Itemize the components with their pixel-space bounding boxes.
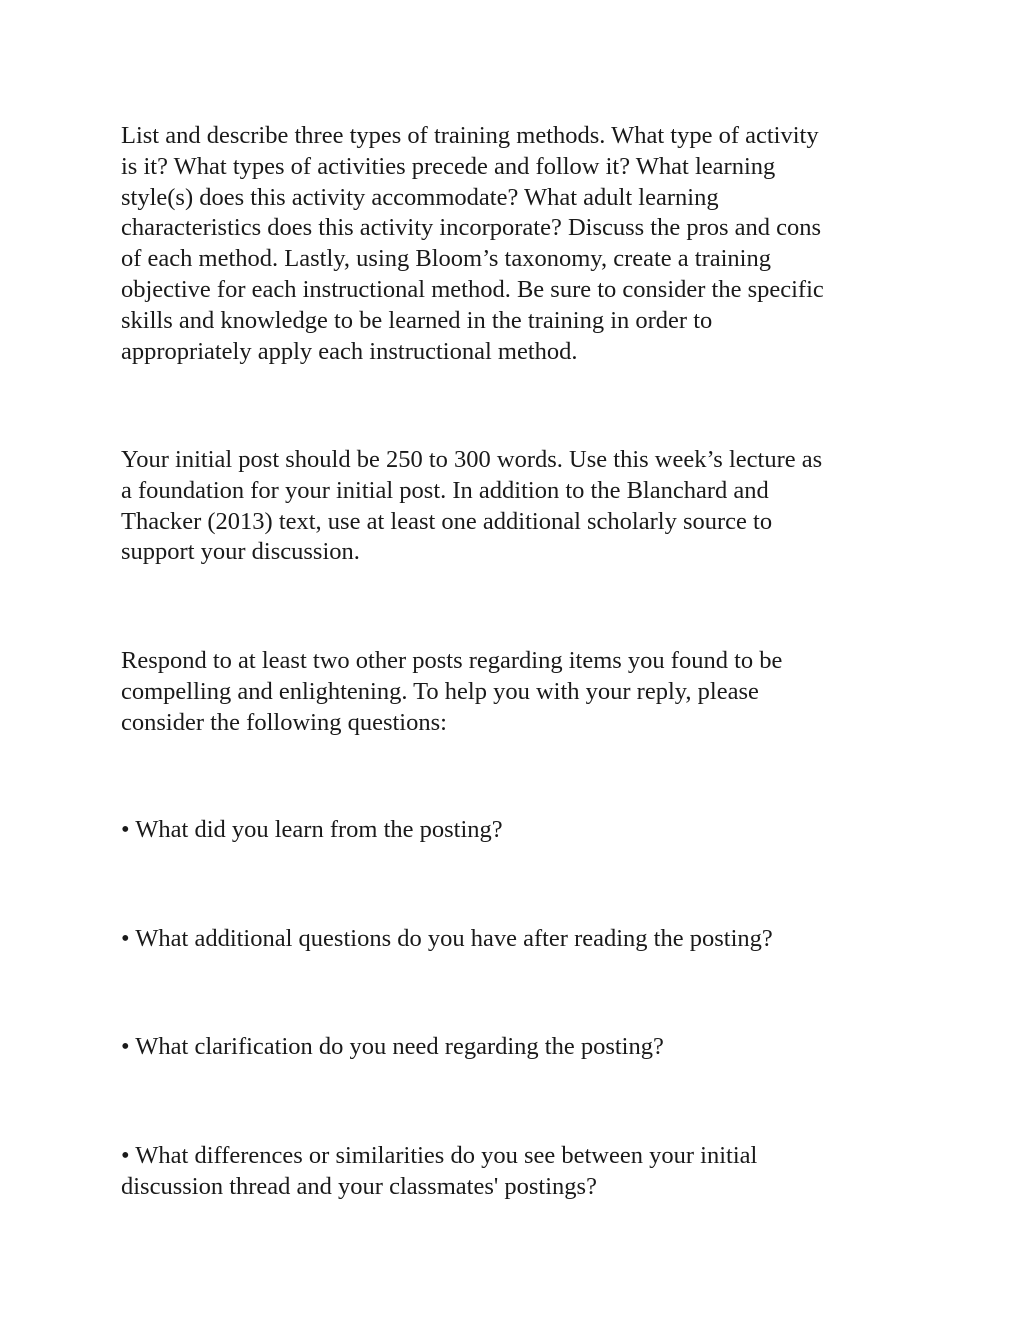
question-bullet-item: • What did you learn from the posting?: [121, 816, 503, 843]
initial-post-requirements-paragraph: Your initial post should be 250 to 300 words. Use this week’s lecture as a foundation for your initial post. In addition to the Blanchard and Thacker (2013) text, use at least one additional scholarly source to support your discussion.: [121, 446, 823, 566]
question-bullet-item: • What clarification do you need regarding the posting?: [121, 1033, 664, 1060]
response-instructions-paragraph: Respond to at least two other posts regarding items you found to be compelling and enlightening. To help you with your reply, please consider the following questions:: [121, 647, 783, 736]
question-bullet-item: • What differences or similarities do you see between your initial discussion thread and your classmates' postings?: [121, 1142, 758, 1200]
question-bullet-item: • What additional questions do you have after reading the posting?: [121, 925, 773, 952]
assignment-instructions-paragraph: List and describe three types of training methods. What type of activity is it? What types of activities precede and follow it? What learning style(s) does this activity accommodate? What adult learning characteristics does this activity incorporate? Discuss the pros and cons of each method. Lastly, using Bloom’s taxonomy, create a training objective for each instructional method. Be sure to consider the specific skills and knowledge to be learned in the training in order to appropriately apply each instructional method.: [121, 122, 824, 365]
